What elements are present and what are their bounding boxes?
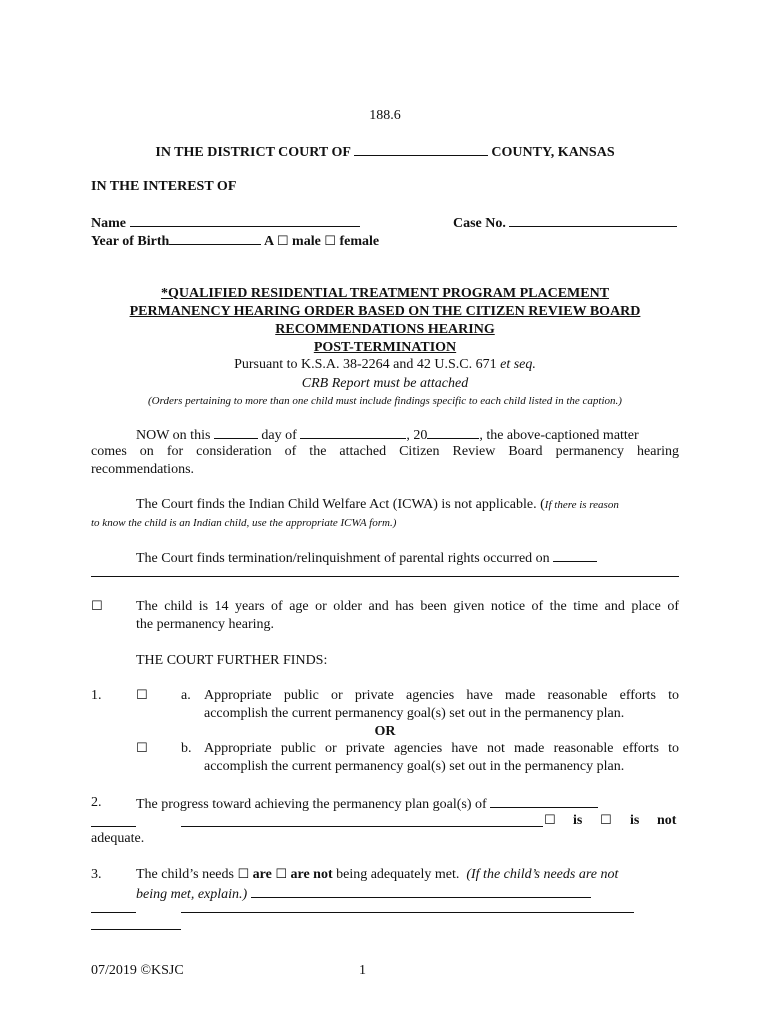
yob-label: Year of Birth bbox=[91, 234, 170, 249]
name-label: Name bbox=[91, 216, 126, 231]
needs-are-not-checkbox[interactable]: ☐ bbox=[275, 867, 287, 882]
finding-2-text: The progress toward achieving the permanency plan goal(s) of bbox=[136, 797, 487, 812]
finding-1a-line-2: accomplish the current permanency goal(s) set out in the permanency plan. bbox=[204, 706, 625, 721]
title-line-1: *QUALIFIED RESIDENTIAL TREATMENT PROGRAM PLACEMENT bbox=[160, 286, 610, 301]
sex-prefix: A bbox=[264, 234, 274, 249]
year-blank[interactable] bbox=[427, 425, 479, 439]
interest-of: IN THE INTEREST OF bbox=[91, 179, 237, 194]
crb-report-note: CRB Report must be attached bbox=[301, 376, 469, 391]
termination-date-blank[interactable] bbox=[553, 548, 597, 562]
or-separator: OR bbox=[374, 724, 396, 739]
finding-3-line-2 bbox=[136, 884, 591, 904]
title-line-2: PERMANENCY HEARING ORDER BASED ON THE CITIZEN REVIEW BOARD bbox=[129, 304, 641, 319]
finding-1-number: 1. bbox=[91, 688, 102, 703]
is-label: is bbox=[573, 813, 583, 828]
day-of-text: day of bbox=[261, 428, 297, 443]
icwa-text: The Court finds the Indian Child Welfare Act (ICWA) is not applicable. ( bbox=[136, 497, 545, 512]
month-blank[interactable] bbox=[300, 425, 406, 439]
finding-2-text-line bbox=[136, 794, 598, 814]
explain-line-2a[interactable] bbox=[91, 912, 136, 913]
female-label: female bbox=[339, 234, 380, 249]
met-text: being adequately met. bbox=[336, 867, 460, 882]
finding-1a-checkbox[interactable]: ☐ bbox=[136, 688, 148, 703]
now-para-line-3: recommendations. bbox=[91, 462, 195, 477]
court-suffix: COUNTY, KANSAS bbox=[491, 145, 615, 160]
pursuant-text: Pursuant to K.S.A. 38-2264 and 42 U.S.C. 671 bbox=[234, 357, 501, 372]
now-para-line-1 bbox=[136, 425, 639, 445]
county-blank[interactable] bbox=[354, 142, 488, 156]
day-blank[interactable] bbox=[214, 425, 258, 439]
finding-1b-line-1: Appropriate public or private agencies have not made reasonable efforts to bbox=[204, 741, 679, 756]
icwa-note-2: to know the child is an Indian child, use the appropriate ICWA form.) bbox=[91, 517, 397, 529]
is-not-adequate-checkbox[interactable]: ☐ bbox=[600, 813, 612, 828]
yob-blank[interactable] bbox=[169, 231, 261, 245]
adequate-text: adequate. bbox=[91, 831, 145, 846]
case-number-blank[interactable] bbox=[509, 213, 677, 227]
finding-1a-label: a. bbox=[181, 688, 191, 703]
name-line bbox=[91, 213, 360, 233]
now-text: NOW on this bbox=[136, 428, 211, 443]
needs-text: The child’s needs bbox=[136, 867, 234, 882]
finding-1b-label: b. bbox=[181, 741, 192, 756]
name-blank[interactable] bbox=[130, 213, 360, 227]
finding-1a-line-1: Appropriate public or private agencies have made reasonable efforts to bbox=[204, 688, 679, 703]
needs-are-checkbox[interactable]: ☐ bbox=[237, 867, 250, 882]
is-label-2: is bbox=[630, 813, 640, 828]
termination-continuation-line[interactable] bbox=[91, 576, 679, 577]
termination-line bbox=[136, 548, 597, 568]
orders-note: (Orders pertaining to more than one child must include findings specific to each child listed in the caption.) bbox=[148, 395, 622, 407]
goal-continuation-line-1[interactable] bbox=[91, 826, 136, 827]
footer-date: 07/2019 bbox=[91, 963, 137, 978]
year-prefix: , 20 bbox=[406, 428, 428, 443]
page-number: 1 bbox=[359, 963, 366, 978]
notice-line-2: the permanency hearing. bbox=[136, 617, 274, 632]
finding-1b-checkbox[interactable]: ☐ bbox=[136, 741, 148, 756]
case-label: Case No. bbox=[453, 216, 506, 231]
case-line bbox=[453, 213, 677, 233]
now-para-end: , the above-captioned matter bbox=[479, 428, 639, 443]
goal-continuation-line-2[interactable] bbox=[181, 826, 543, 827]
explain-line-2b[interactable] bbox=[181, 912, 634, 913]
male-checkbox[interactable]: ☐ bbox=[276, 234, 289, 249]
icwa-line-1 bbox=[136, 496, 619, 514]
notice-line-1: The child is 14 years of age or older and has been given notice of the time and place of bbox=[136, 599, 679, 614]
finding-3-number: 3. bbox=[91, 867, 102, 882]
termination-text: The Court finds termination/relinquishment of parental rights occurred on bbox=[136, 551, 550, 566]
not-label: not bbox=[657, 813, 677, 828]
goal-blank[interactable] bbox=[490, 794, 598, 808]
further-finds-heading: THE COURT FURTHER FINDS: bbox=[136, 653, 328, 668]
footer-copyright: ©KSJC bbox=[140, 963, 184, 978]
finding-2-number: 2. bbox=[91, 795, 102, 810]
et-seq: et seq. bbox=[500, 357, 536, 372]
explain-blank-1[interactable] bbox=[251, 884, 591, 898]
needs-note-2: being met, explain.) bbox=[136, 887, 248, 902]
are-label: are bbox=[252, 867, 272, 882]
court-prefix: IN THE DISTRICT COURT OF bbox=[155, 145, 351, 160]
now-para-line-2: comes on for consideration of the attached Citizen Review Board permanency hearing bbox=[91, 444, 679, 459]
male-label: male bbox=[292, 234, 321, 249]
notice-checkbox[interactable]: ☐ bbox=[91, 599, 103, 614]
form-number: 188.6 bbox=[369, 108, 401, 123]
finding-3-line-1 bbox=[136, 866, 679, 884]
year-of-birth-line bbox=[91, 231, 379, 251]
female-checkbox[interactable]: ☐ bbox=[324, 234, 336, 249]
court-heading bbox=[0, 142, 770, 162]
needs-note-1: (If the child’s needs are not bbox=[466, 867, 619, 882]
are-not-label: are not bbox=[290, 867, 333, 882]
finding-1b-line-2: accomplish the current permanency goal(s) set out in the permanency plan. bbox=[204, 759, 625, 774]
pursuant-line bbox=[0, 356, 770, 374]
is-adequate-checkbox[interactable]: ☐ bbox=[544, 813, 556, 828]
title-line-4: POST-TERMINATION bbox=[313, 340, 457, 355]
icwa-note-1: If there is reason bbox=[544, 499, 619, 511]
title-line-3: RECOMMENDATIONS HEARING bbox=[275, 322, 495, 337]
explain-line-3[interactable] bbox=[91, 929, 181, 930]
footer-date-line bbox=[91, 962, 184, 980]
